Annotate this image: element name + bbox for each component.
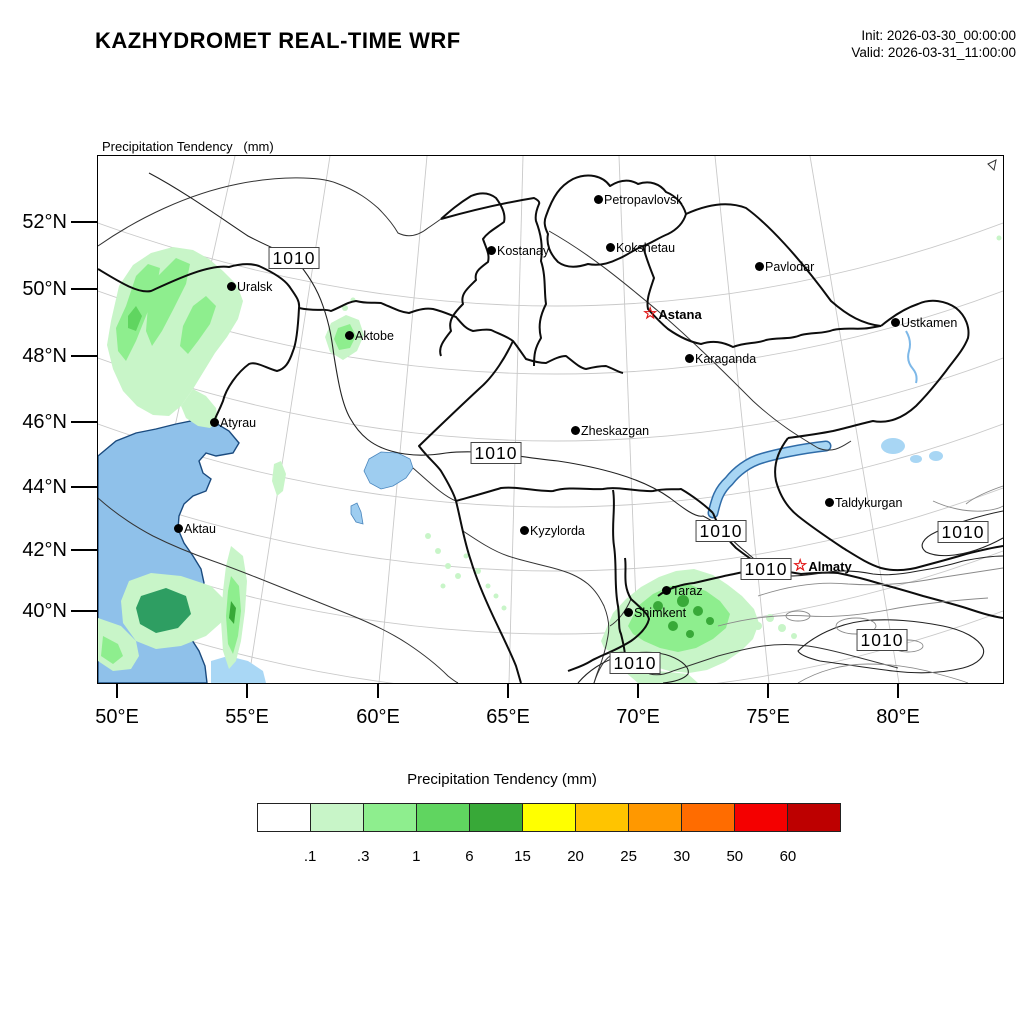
lat-tick	[71, 221, 97, 223]
lat-tick-label: 48°N	[22, 345, 67, 367]
city-label: Astana	[658, 307, 702, 323]
lat-tick-label: 46°N	[22, 411, 67, 433]
city-aktau	[174, 521, 216, 536]
city-dot-icon	[662, 586, 671, 595]
colorbar-tick: 6	[465, 848, 474, 865]
capital-star-icon: ☆	[793, 557, 808, 575]
city-taraz	[662, 583, 703, 598]
pressure-label: 1010	[269, 247, 320, 269]
city-label: Pavlodar	[765, 259, 815, 274]
lat-tick	[71, 288, 97, 290]
pressure-label: 1010	[471, 442, 522, 464]
lon-tick	[246, 683, 248, 698]
lon-tick-label: 80°E	[876, 706, 920, 728]
colorbar-cell	[522, 803, 576, 832]
lon-tick-label: 60°E	[356, 706, 400, 728]
lat-tick-label: 44°N	[22, 476, 67, 498]
lat-tick	[71, 610, 97, 612]
colorbar-cell	[416, 803, 470, 832]
colorbar-cell	[363, 803, 417, 832]
city-dot-icon	[210, 418, 219, 427]
city-kyzylorda	[520, 523, 585, 538]
city-dot-icon	[606, 243, 615, 252]
city-label: Petropavlovsk	[604, 192, 683, 207]
colorbar-tick: .1	[303, 848, 317, 865]
lat-tick-label: 42°N	[22, 539, 67, 561]
lon-tick	[507, 683, 509, 698]
city-almaty	[793, 559, 852, 574]
city-astana	[643, 307, 702, 322]
colorbar-cell	[628, 803, 682, 832]
city-label: Karaganda	[695, 351, 757, 366]
colorbar-tick: 25	[620, 848, 637, 865]
city-label: Taraz	[672, 583, 703, 598]
city-shimkent	[624, 605, 686, 620]
city-uralsk	[227, 279, 272, 294]
colorbar-cell	[681, 803, 735, 832]
city-dot-icon	[624, 608, 633, 617]
lon-tick	[377, 683, 379, 698]
city-label: Kostanay	[497, 243, 550, 258]
city-ustkamen	[891, 315, 957, 330]
city-dot-icon	[594, 195, 603, 204]
city-atyrau	[210, 415, 256, 430]
colorbar-tick: .3	[356, 848, 370, 865]
colorbar-tick: 30	[673, 848, 691, 865]
city-aktobe	[345, 328, 394, 343]
colorbar-cell	[469, 803, 523, 832]
city-label: Almaty	[808, 559, 852, 575]
colorbar-cell	[310, 803, 364, 832]
lon-tick-label: 65°E	[486, 706, 530, 728]
run-times	[851, 28, 1016, 62]
city-label: Kokshetau	[616, 240, 676, 255]
init-time-label: Init: 2026-03-30_00:00:00	[861, 28, 1016, 43]
lat-tick-label: 52°N	[22, 211, 67, 233]
city-label: Kyzylorda	[530, 523, 585, 538]
colorbar-cell	[257, 803, 311, 832]
colorbar-tick: 1	[412, 848, 421, 865]
city-dot-icon	[487, 246, 496, 255]
field-precip-label: Precipitation Tendency (mm)	[102, 138, 274, 154]
city-dot-icon	[685, 354, 694, 363]
lat-tick-label: 50°N	[22, 278, 67, 300]
city-dot-icon	[174, 524, 183, 533]
lat-tick-label: 40°N	[22, 600, 67, 622]
city-kostanay	[487, 243, 549, 258]
page-title: KAZHYDROMET REAL-TIME WRF	[95, 28, 461, 53]
city-dot-icon	[891, 318, 900, 327]
city-karaganda	[685, 351, 756, 366]
map-canvas	[97, 155, 1004, 684]
lon-tick	[637, 683, 639, 698]
colorbar-cell	[787, 803, 841, 832]
city-label: Taldykurgan	[835, 495, 903, 510]
lon-tick-label: 50°E	[95, 706, 139, 728]
city-petropavlovsk	[594, 192, 683, 207]
pressure-label: 1010	[696, 520, 747, 542]
colorbar-tick: 15	[514, 848, 531, 865]
colorbar-cell	[734, 803, 788, 832]
city-label: Ustkamen	[901, 315, 958, 330]
lat-tick	[71, 486, 97, 488]
lat-tick	[71, 549, 97, 551]
city-label: Shimkent	[634, 605, 687, 620]
city-label: Aktobe	[355, 328, 394, 343]
city-label: Aktau	[184, 521, 216, 536]
city-dot-icon	[345, 331, 354, 340]
lon-tick	[767, 683, 769, 698]
city-taldykurgan	[825, 495, 902, 510]
city-label: Atyrau	[220, 415, 257, 430]
city-dot-icon	[571, 426, 580, 435]
lat-tick	[71, 421, 97, 423]
city-dot-icon	[227, 282, 236, 291]
colorbar-tick: 50	[726, 848, 744, 865]
pressure-label: 1010	[857, 629, 908, 651]
lon-tick-label: 55°E	[225, 706, 269, 728]
city-dot-icon	[520, 526, 529, 535]
city-dot-icon	[825, 498, 834, 507]
pressure-label: 1010	[741, 558, 792, 580]
capital-star-icon: ☆	[643, 305, 658, 323]
colorbar-cell	[575, 803, 629, 832]
lon-tick	[897, 683, 899, 698]
city-kokshetau	[606, 240, 675, 255]
valid-time-label: Valid: 2026-03-31_11:00:00	[851, 44, 1016, 60]
colorbar	[257, 803, 841, 832]
map-overlay	[98, 156, 1003, 683]
lon-tick-label: 70°E	[616, 706, 660, 728]
colorbar-tick: 60	[779, 848, 797, 865]
lat-tick	[71, 355, 97, 357]
colorbar-tick: 20	[567, 848, 584, 865]
city-pavlodar	[755, 259, 814, 274]
lon-tick	[116, 683, 118, 698]
pressure-label: 1010	[610, 652, 661, 674]
pressure-label: 1010	[938, 521, 989, 543]
colorbar-title: Precipitation Tendency (mm)	[407, 771, 597, 788]
city-zheskazgan	[571, 423, 649, 438]
city-dot-icon	[755, 262, 764, 271]
city-label: Uralsk	[237, 279, 273, 294]
lon-tick-label: 75°E	[746, 706, 790, 728]
city-label: Zheskazgan	[581, 423, 650, 438]
